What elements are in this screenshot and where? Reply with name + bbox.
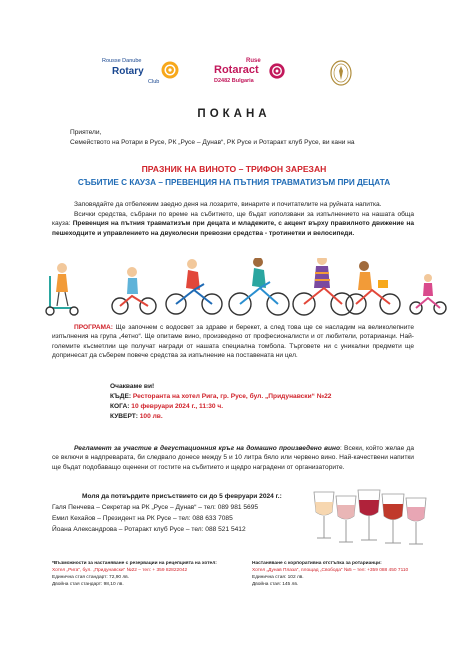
logo-bar — [0, 48, 468, 98]
rotaract-ruse-logo — [206, 58, 286, 98]
contact-3: Йоана Александрова – Ротаракт клуб Русе – тел: 088 521 5412 — [52, 526, 246, 533]
footer-right-hotel: Хотел „Дунав Плаза“, площад „Свобода“ №5 – тел: +359 088 450 7110 — [252, 568, 409, 573]
footer-left-heading: *Възможности за настаняване с резервации на рецепцията на хотел: — [52, 561, 217, 566]
footer-right-heading: Настаняване с корпоративна отстъпка за ротарианци: — [252, 561, 382, 566]
program-text: Ще започнем с водосвет за здраве и берекет, а след това ще се насладим на великолепните изпълнения на група „4етно“. Ще опитаме вино, произведено от професионалисти и от любители, ротарианци. Най-големите късметлии ще получат награди от нашата специална томбола. Търговете ни с уникални предмети ще допринесат да съберем повече средства за изпълнение на поставената ни цел. — [52, 324, 414, 360]
cover-line — [110, 412, 163, 421]
wine-glass-icon — [358, 490, 380, 540]
cause-paragraph-text: Всички средства, събрани по време на събитието, ще бъдат използвани за изпълнението на нашата обща кауза: — [52, 211, 414, 228]
footer-left-double: Двойна стая стандарт: 98,10 лв. — [52, 582, 124, 587]
contact-1: Галя Пенчева – Секретар на РК „Русе – Дунав“ – тел: 089 981 5695 — [52, 504, 259, 511]
intro-text: Семейството на Ротари в Русе, РК „Русе – Дунав“, РК Русе и Ротаракт клуб Русе, ви кани на — [70, 139, 355, 146]
where-value: Ресторанта на хотел Рига, гр. Русе, бул. „Придунавски“ №22 — [132, 393, 332, 400]
balance-bike-child-icon — [112, 267, 156, 314]
crest-icon — [330, 60, 352, 86]
cover-value: 100 лв. — [139, 413, 163, 420]
when-line — [110, 402, 223, 411]
footer-left — [52, 560, 252, 588]
event-title: ПРАЗНИК НА ВИНОТО – ТРИФОН ЗАРЕЗАН — [141, 164, 327, 174]
cyclist-red-icon — [166, 259, 222, 314]
cyclist-striped-icon — [293, 258, 353, 315]
wine-glasses-illustration — [300, 488, 430, 546]
wine-glass-icon — [336, 496, 356, 542]
cover-label: КУВЕРТ: — [110, 413, 138, 420]
program-paragraph — [52, 323, 414, 361]
footer-right-double: Двойна стая: 145 лв. — [252, 582, 299, 587]
when-label: КОГА: — [110, 403, 130, 410]
welcome-paragraph: Заповядайте да отбележим заедно деня на лозарите, винарите и почитателите на руйната напитка. — [74, 201, 382, 208]
small-bike-child-icon — [410, 274, 446, 314]
confirm-text: Моля да потвърдите присъствието си до 5 февруари 2024 г.: — [82, 493, 282, 500]
cyclist-basket-icon — [346, 261, 400, 314]
cyclist-teal-icon — [229, 258, 289, 315]
footer-right — [252, 560, 457, 588]
rotary-logo-line1: Rousse Danube — [102, 58, 142, 64]
rotaract-logo-district: D2482 Bulgaria — [214, 78, 254, 84]
wine-glass-icon — [382, 494, 404, 543]
cyclists-illustration — [10, 258, 458, 318]
rotary-logo-club: Club — [148, 79, 160, 85]
where-label: КЪДЕ: — [110, 393, 132, 400]
regulation-label: Регламент за участие в дегустационния кръг на домашно произведено вино — [74, 445, 340, 452]
rotary-wheel-icon — [160, 60, 180, 80]
footer-left-single: Единична стая стандарт: 72,90 лв. — [52, 575, 130, 580]
invitation-title: ПОКАНА — [197, 108, 271, 120]
contact-2: Емил Кехайов – Президент на РК Русе – тел: 088 633 7085 — [52, 515, 233, 522]
greeting: Приятели, — [70, 129, 102, 136]
wine-glass-icon — [406, 498, 426, 544]
regulation-text: : Всеки, който желае да се включи в надпреварата, би следвало донесе между 5 и 10 литра бяло или червено вино. Най-качествени напитки ще бъдат подобаващо оценени от гостите на събитието и щедро наградени от организаторите. — [52, 445, 414, 471]
footer-left-hotel: Хотел „Рига“, бул. „Придунавски“ №22 – тел: + 359 82822042 — [52, 568, 188, 573]
scooter-child-icon — [46, 263, 78, 315]
expect-text: Очакваме ви! — [110, 383, 155, 390]
cause-paragraph — [52, 210, 414, 238]
where-line — [110, 392, 420, 401]
cause-title: СЪБИТИЕ С КАУЗА – ПРЕВЕНЦИЯ НА ПЪТНИЯ ТРАВМАТИЗЪМ ПРИ ДЕЦАТА — [77, 178, 391, 187]
regulation-paragraph — [52, 444, 414, 472]
rotaract-logo-city: Ruse — [246, 58, 261, 64]
rotaract-wheel-icon — [268, 62, 286, 80]
rotaract-logo-name: Rotaract — [214, 64, 259, 76]
wine-glass-icon — [314, 492, 334, 538]
cause-paragraph-emphasis: Превенция на пътния травматизъм при децата и младежите, с акцент върху правилното движение на пешеходците и управлението на двуколесни превозни средства - тротинетки и велосипеди. — [52, 220, 414, 237]
rotary-logo-name: Rotary — [112, 66, 144, 77]
footer-right-single: Единична стая: 102 лв. — [252, 575, 304, 580]
rotary-danube-logo — [98, 58, 188, 98]
program-label: ПРОГРАМА: — [74, 324, 113, 331]
rotary-ruse-crest-logo — [330, 60, 352, 91]
when-value: 10 февруари 2024 г., 11:30 ч. — [131, 403, 224, 410]
